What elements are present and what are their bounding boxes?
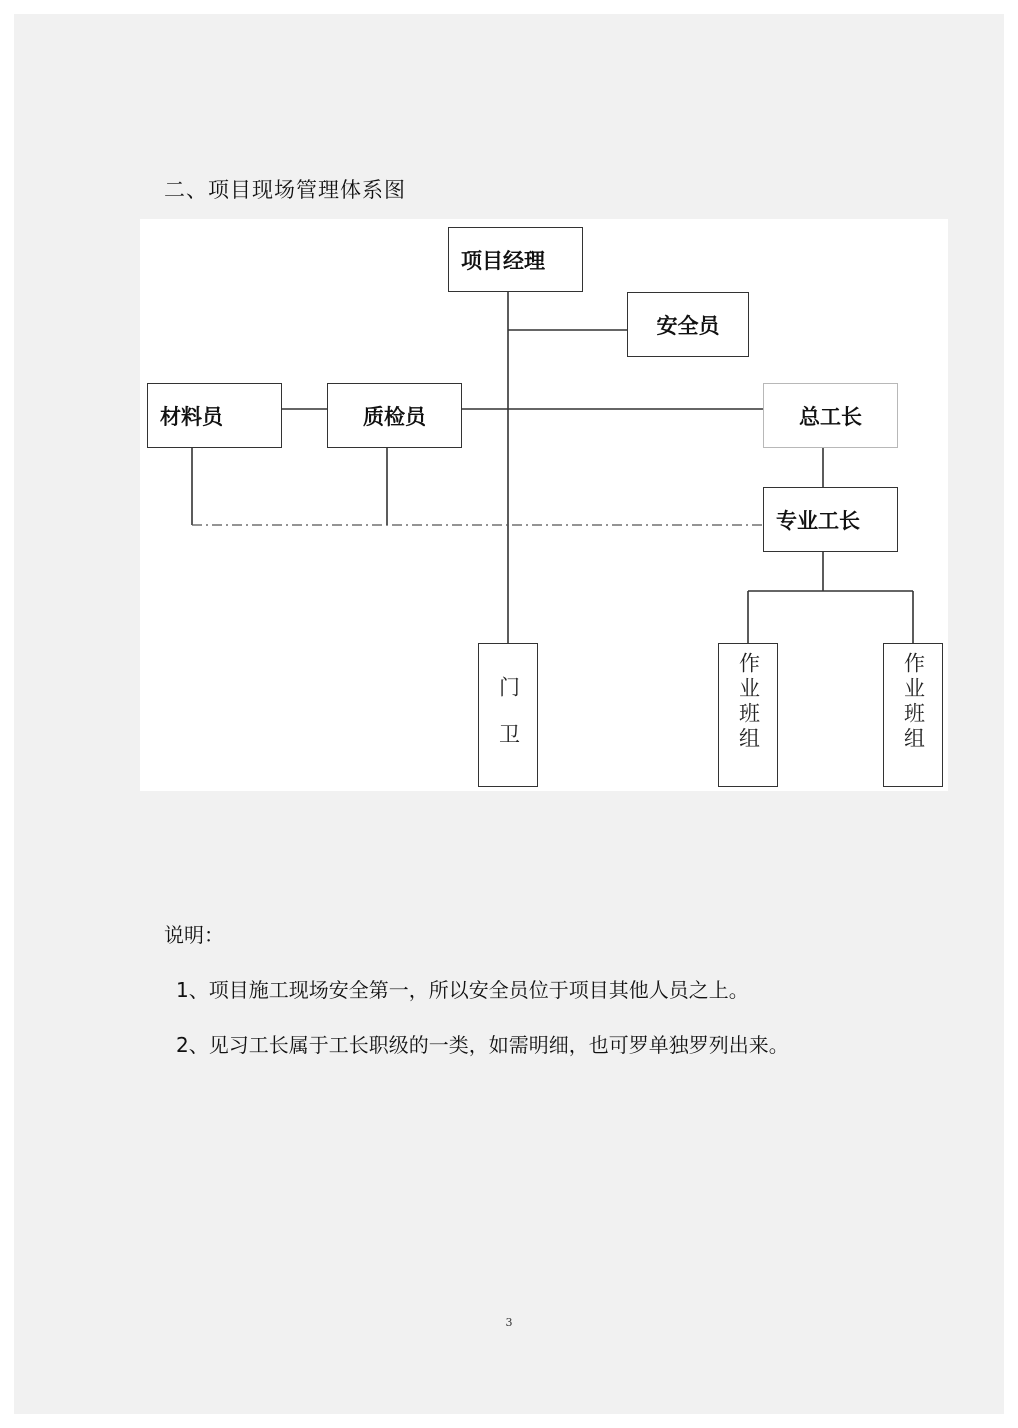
specialty-foreman-label: 专业工长: [776, 508, 860, 533]
safety-officer-label: 安全员: [656, 313, 720, 338]
materials-clerk-label: 材料员: [160, 404, 223, 429]
project-manager-label: 项目经理: [461, 248, 545, 273]
page-number: 3: [505, 1316, 513, 1329]
note-item-1: 1、项目施工现场安全第一，所以安全员位于项目其他人员之上。: [176, 978, 749, 1002]
specialty-foreman-box: [763, 487, 898, 552]
general-foreman-label: 总工长: [799, 404, 862, 429]
project-manager-box: [448, 227, 583, 292]
note-item-2: 2、见习工长属于工长职级的一类，如需明细，也可罗单独罗列出来。: [176, 1033, 789, 1057]
org-chart: [140, 219, 948, 791]
general-foreman-box: [763, 383, 898, 448]
notes-title: 说明：: [164, 923, 224, 947]
work-team-1-box: [718, 643, 778, 787]
quality-inspector-label: 质检员: [363, 404, 426, 429]
gatekeeper-label: 门卫: [496, 676, 521, 770]
work-team-2-label: 作业班组: [901, 652, 926, 752]
quality-inspector-box: [327, 383, 462, 448]
work-team-2-box: [883, 643, 943, 787]
safety-officer-box: [627, 292, 749, 357]
document-page: [14, 14, 1004, 1414]
section-title: 二、项目现场管理体系图: [164, 178, 406, 202]
work-team-1-label: 作业班组: [736, 652, 761, 752]
materials-clerk-box: [147, 383, 282, 448]
gatekeeper-box: [478, 643, 538, 787]
notes-section: [164, 919, 789, 1058]
